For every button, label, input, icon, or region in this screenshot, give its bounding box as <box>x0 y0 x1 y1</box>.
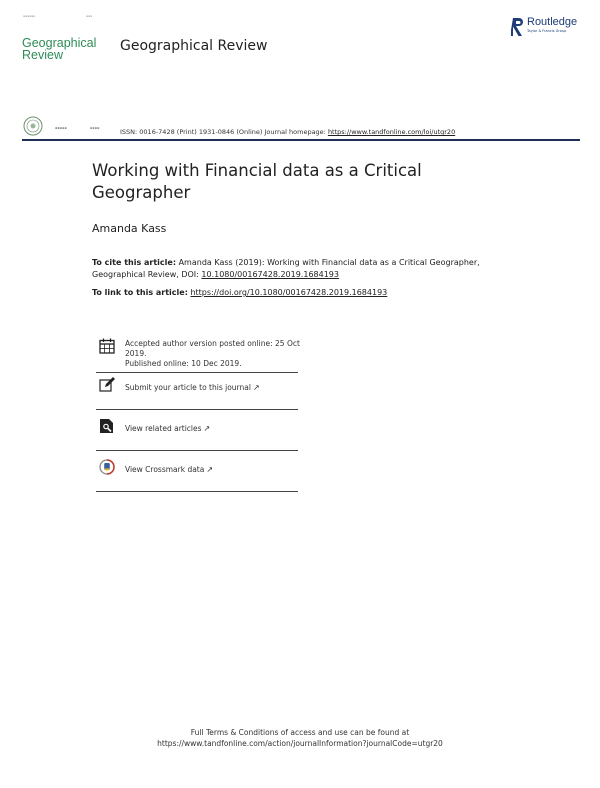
routledge-logo-icon <box>511 17 525 37</box>
footer <box>0 727 600 749</box>
footer-terms-url[interactable]: https://www.tandfonline.com/action/journalInformation?journalCode=utgr20 <box>157 739 443 748</box>
crossmark-label: View Crossmark data <box>125 465 205 474</box>
external-link-icon: ↗ <box>203 424 211 433</box>
crossmark-link[interactable] <box>125 465 300 475</box>
calendar-icon <box>99 338 115 354</box>
search-document-icon <box>99 418 115 434</box>
external-link-icon: ↗ <box>206 465 214 474</box>
submit-article-label: Submit your article to this journal <box>125 383 251 392</box>
cite-label: To cite this article: <box>92 258 177 267</box>
author-name: Amanda Kass <box>92 222 167 235</box>
related-articles-label: View related articles <box>125 424 202 433</box>
society-mark-text-2: ▪▪▪▪ <box>90 126 100 130</box>
edit-icon <box>99 377 115 393</box>
journal-logo <box>22 37 96 61</box>
article-doi-url-link[interactable]: https://doi.org/10.1080/00167428.2019.1684193 <box>190 288 388 297</box>
header-rule <box>22 139 580 141</box>
cover-thumbnail-text: ▪▪▪▪▪▪ <box>23 14 36 18</box>
article-link-line <box>92 288 387 297</box>
publisher-tagline: Taylor & Francis Group <box>527 29 567 33</box>
society-seal-icon <box>23 116 43 136</box>
publication-dates <box>96 337 298 373</box>
issn-line <box>120 128 455 136</box>
citation <box>92 257 522 280</box>
related-articles-row[interactable] <box>96 418 298 442</box>
accepted-date-text: Accepted author version posted online: 25 Oct 2019. <box>125 339 300 358</box>
article-title: Working with Financial data as a Critical Geographer <box>92 161 422 202</box>
link-label: To link to this article: <box>92 288 188 297</box>
journal-homepage-link[interactable]: https://www.tandfonline.com/loi/utgr20 <box>327 128 456 136</box>
journal-title: Geographical Review <box>120 38 268 54</box>
journal-logo-line1: Geographical <box>22 36 97 50</box>
divider <box>96 372 298 373</box>
divider <box>96 450 298 451</box>
external-link-icon: ↗ <box>252 383 260 392</box>
published-date-text: Published online: 10 Dec 2019. <box>125 359 242 368</box>
society-mark-text: ▪▪▪▪▪ <box>55 126 67 130</box>
issn-text: ISSN: 0016-7428 (Print) 1931-0846 (Online) Journal homepage: <box>120 128 328 136</box>
crossmark-row[interactable] <box>96 459 298 483</box>
related-articles-link[interactable] <box>125 424 300 434</box>
doi-link[interactable]: 10.1080/00167428.2019.1684193 <box>201 269 339 279</box>
crossmark-icon <box>99 459 115 475</box>
cover-thumbnail-text-2: ▪▪▪ <box>86 14 93 18</box>
divider <box>96 491 298 492</box>
cite-text: Amanda Kass (2019): Working with Financial data as a Critical Geographer, Geographical Review, DOI: <box>92 258 480 279</box>
divider <box>96 409 298 410</box>
submit-article-link[interactable] <box>125 383 300 393</box>
publisher-name: Routledge <box>527 16 578 28</box>
submit-article-row[interactable] <box>96 377 298 401</box>
journal-logo-line2: Review <box>22 48 63 62</box>
footer-terms-text: Full Terms & Conditions of access and use can be found at <box>190 728 410 737</box>
